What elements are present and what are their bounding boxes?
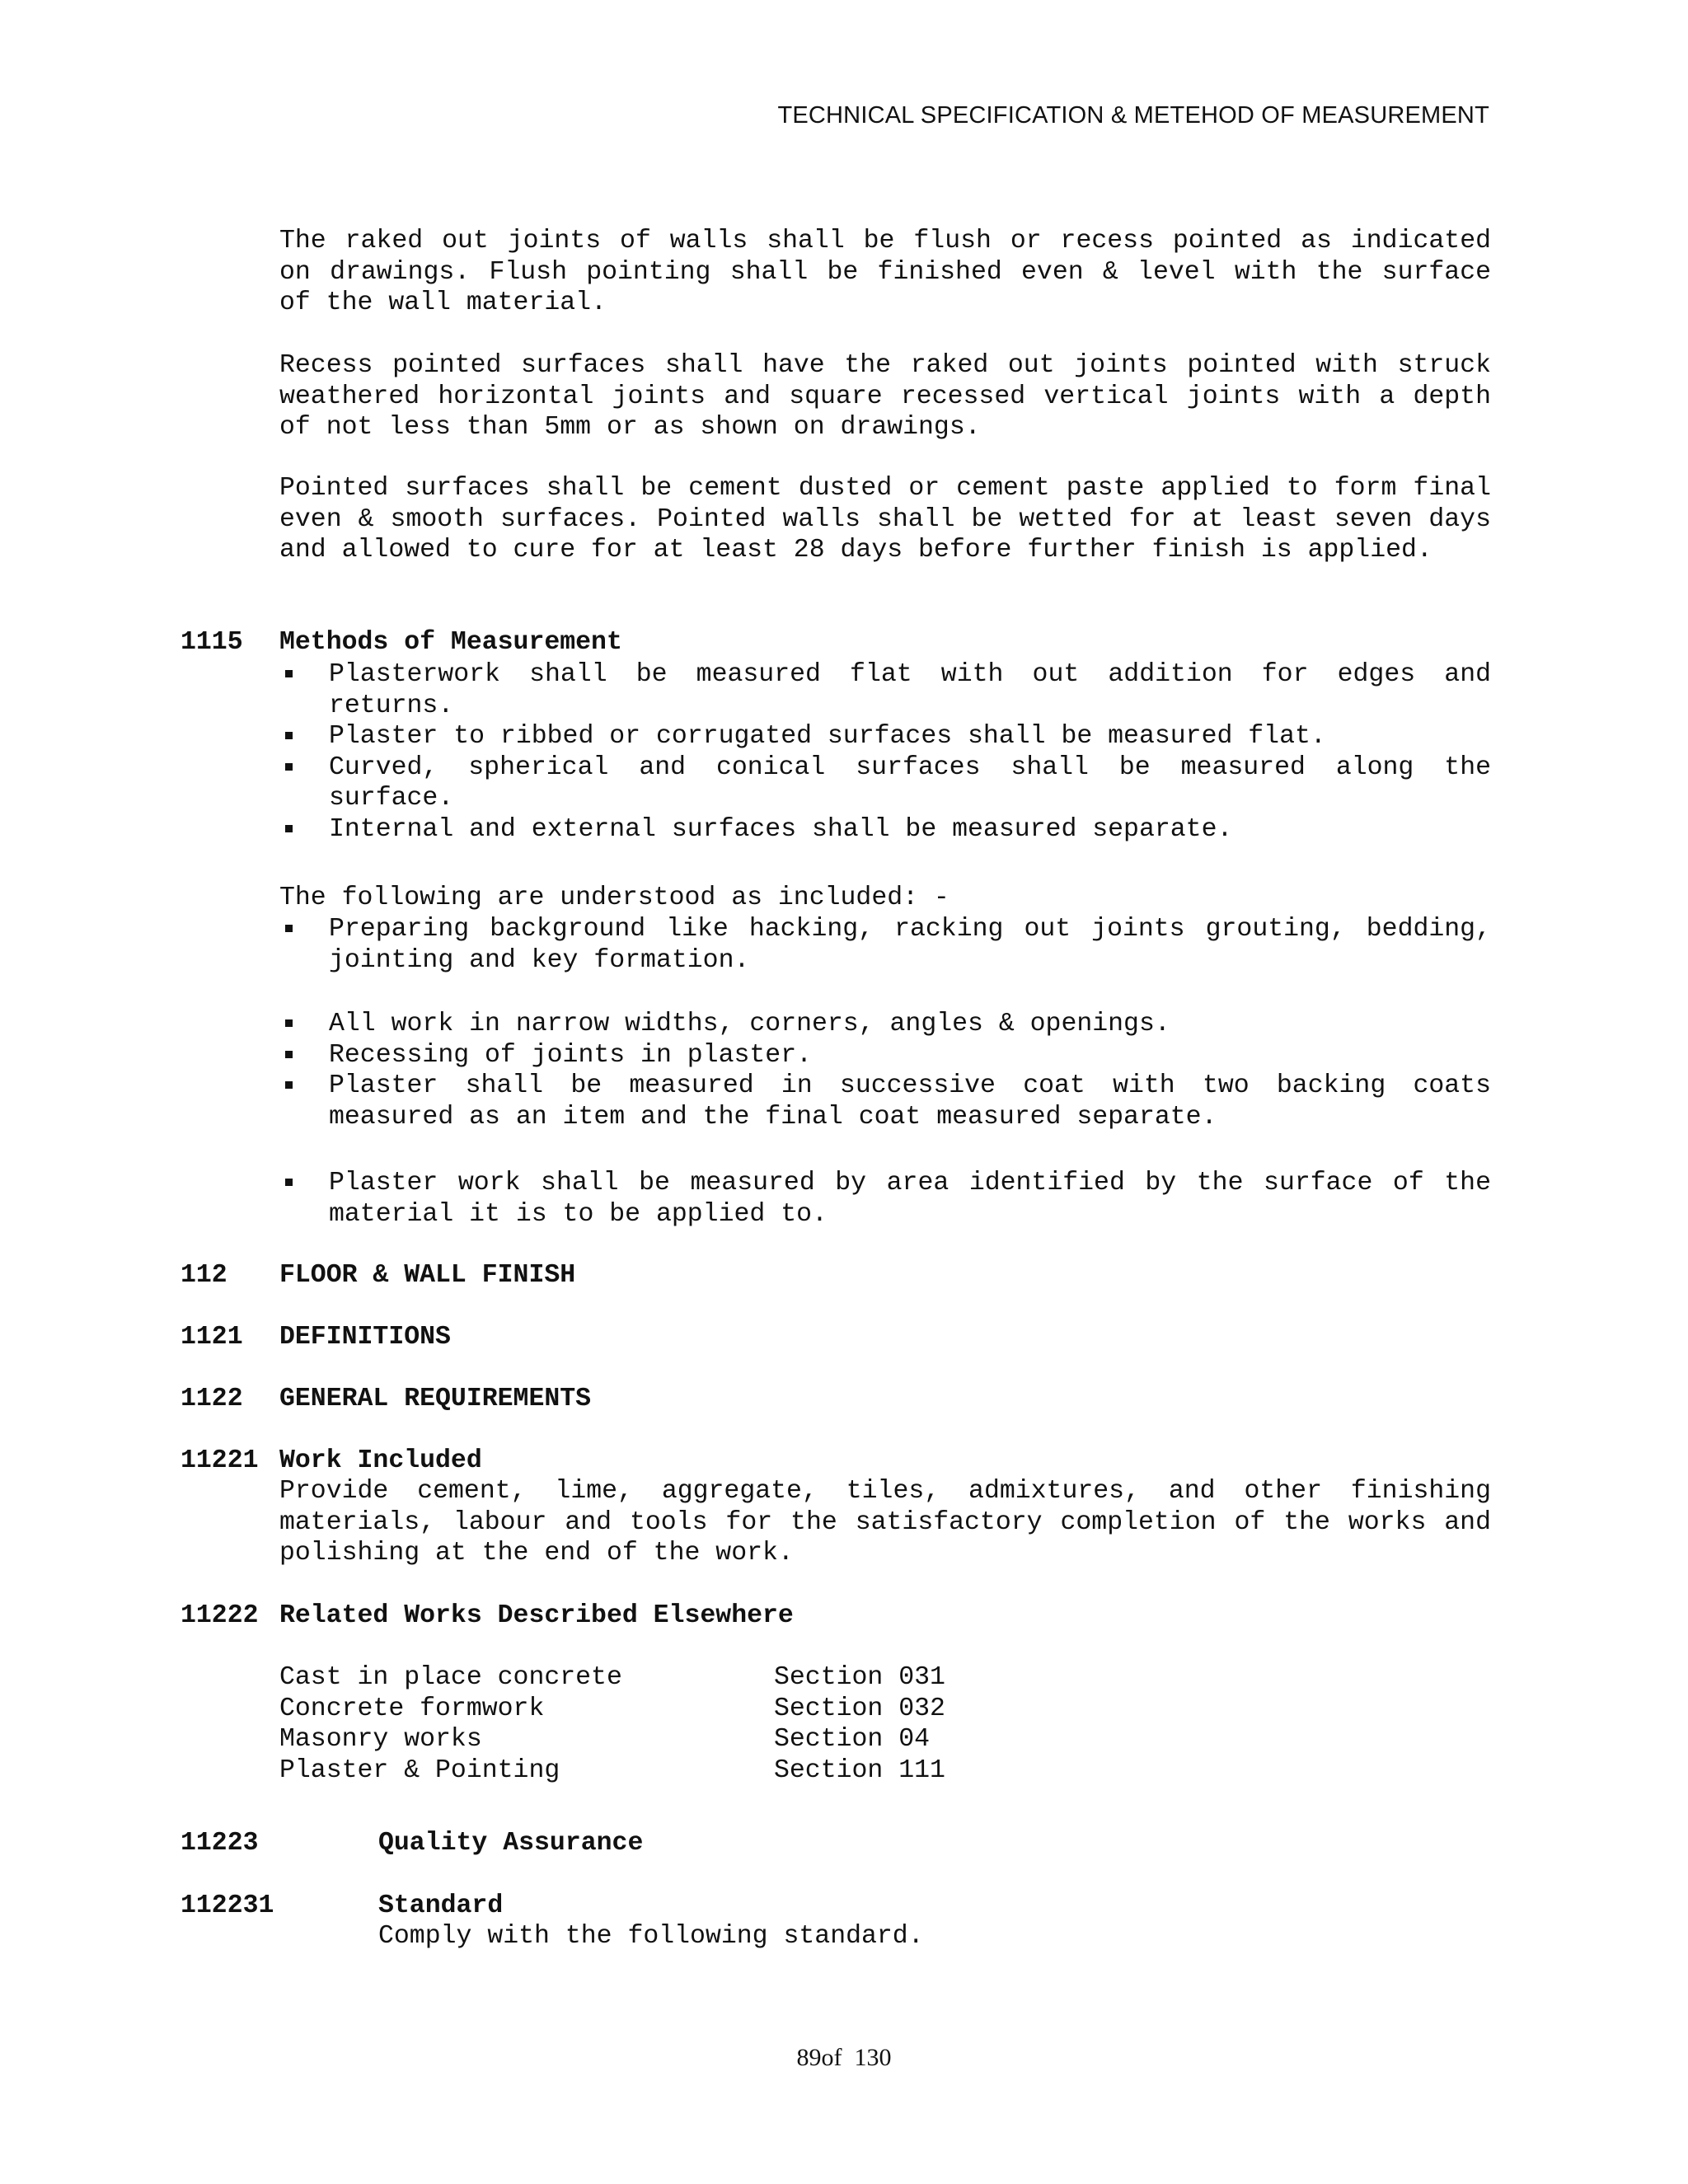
section-title: DEFINITIONS: [279, 1323, 451, 1352]
table-row: [279, 1755, 945, 1787]
work-cell: Plaster & Pointing: [279, 1755, 560, 1785]
list-item: All work in narrow widths, corners, angles & openings.: [279, 1009, 1491, 1040]
bullet-square-icon: [285, 763, 293, 771]
page-of-label: of: [821, 2044, 842, 2071]
bullet-square-icon: [285, 825, 293, 832]
table-row: [279, 1662, 945, 1694]
measurement-bullet-list: [279, 659, 1491, 845]
related-works-table: [279, 1662, 945, 1786]
bullet-square-icon: [285, 1081, 293, 1089]
section-cell: Section 04: [774, 1725, 931, 1754]
table-row: [279, 1724, 945, 1755]
section-number: 11222: [181, 1601, 259, 1630]
table-row: [279, 1694, 945, 1725]
section-number: 112: [181, 1261, 227, 1290]
included-bullet-list-b: [279, 1009, 1491, 1132]
page-number: 89: [796, 2044, 822, 2071]
list-item: Plasterwork shall be measured flat with out addition for edges and returns.: [279, 659, 1491, 721]
list-item: Plaster work shall be measured by area identified by the surface of the material it is to be applied to.: [279, 1168, 1491, 1230]
bullet-square-icon: [285, 670, 293, 677]
included-intro: The following are understood as included: -: [279, 883, 950, 912]
list-item: Plaster shall be measured in successive coat with two backing coats measured as an item and the final coat measured separate.: [279, 1071, 1491, 1132]
page-total: 130: [854, 2044, 892, 2071]
list-item: Recessing of joints in plaster.: [279, 1040, 1491, 1071]
section-title: Work Included: [279, 1446, 482, 1475]
bullet-square-icon: [285, 732, 293, 739]
list-item: Curved, spherical and conical surfaces shall be measured along the surface.: [279, 752, 1491, 814]
bullet-square-icon: [285, 1019, 293, 1027]
standard-text: Comply with the following standard.: [378, 1922, 924, 1951]
work-cell: Masonry works: [279, 1725, 482, 1754]
bullet-square-icon: [285, 1051, 293, 1058]
section-cell: Section 032: [774, 1694, 945, 1723]
section-number: 1121: [181, 1323, 243, 1352]
list-item: Preparing background like hacking, racking out joints grouting, bedding, jointing and key formation.: [279, 914, 1491, 976]
running-header: TECHNICAL SPECIFICATION & METEHOD OF MEASUREMENT: [777, 102, 1489, 129]
included-bullet-list-a: [279, 914, 1491, 976]
section-title: Standard: [378, 1891, 504, 1920]
work-cell: Cast in place concrete: [279, 1663, 622, 1692]
section-number: 11221: [181, 1446, 259, 1475]
list-item: Plaster to ribbed or corrugated surfaces shall be measured flat.: [279, 721, 1491, 752]
paragraph-flush-pointing: The raked out joints of walls shall be flush or recess pointed as indicated on drawings. Flush pointing shall be finished even & level with the surface of the wall material.: [279, 227, 1491, 317]
page-footer: [0, 2044, 1688, 2072]
included-bullet-list-c: [279, 1168, 1491, 1230]
bullet-square-icon: [285, 925, 293, 932]
section-cell: Section 111: [774, 1755, 945, 1785]
list-item: Internal and external surfaces shall be measured separate.: [279, 814, 1491, 846]
section-number: 1115: [181, 628, 243, 657]
section-cell: Section 031: [774, 1663, 945, 1692]
work-cell: Concrete formwork: [279, 1694, 545, 1723]
section-title: Quality Assurance: [378, 1829, 644, 1858]
section-title: GENERAL REQUIREMENTS: [279, 1385, 592, 1413]
section-number: 112231: [181, 1891, 274, 1920]
section-number: 1122: [181, 1385, 243, 1413]
section-number: 11223: [181, 1829, 259, 1858]
paragraph-pointed-surfaces: Pointed surfaces shall be cement dusted or cement paste applied to form final even & smooth surfaces. Pointed walls shall be wetted for at least seven days and allowed to cure for at least 28 days before further finish is applied.: [279, 474, 1491, 565]
work-included-text: Provide cement, lime, aggregate, tiles, admixtures, and other finishing materials, labour and tools for the satisfactory completion of the works and polishing at the end of the work.: [279, 1477, 1491, 1568]
paragraph-recess-pointing: Recess pointed surfaces shall have the raked out joints pointed with struck weathered horizontal joints and square recessed vertical joints with a depth of not less than 5mm or as shown on drawings.: [279, 351, 1491, 442]
section-title: Related Works Described Elsewhere: [279, 1601, 794, 1630]
section-title: FLOOR & WALL FINISH: [279, 1261, 576, 1290]
bullet-square-icon: [285, 1179, 293, 1186]
section-title: Methods of Measurement: [279, 628, 622, 657]
